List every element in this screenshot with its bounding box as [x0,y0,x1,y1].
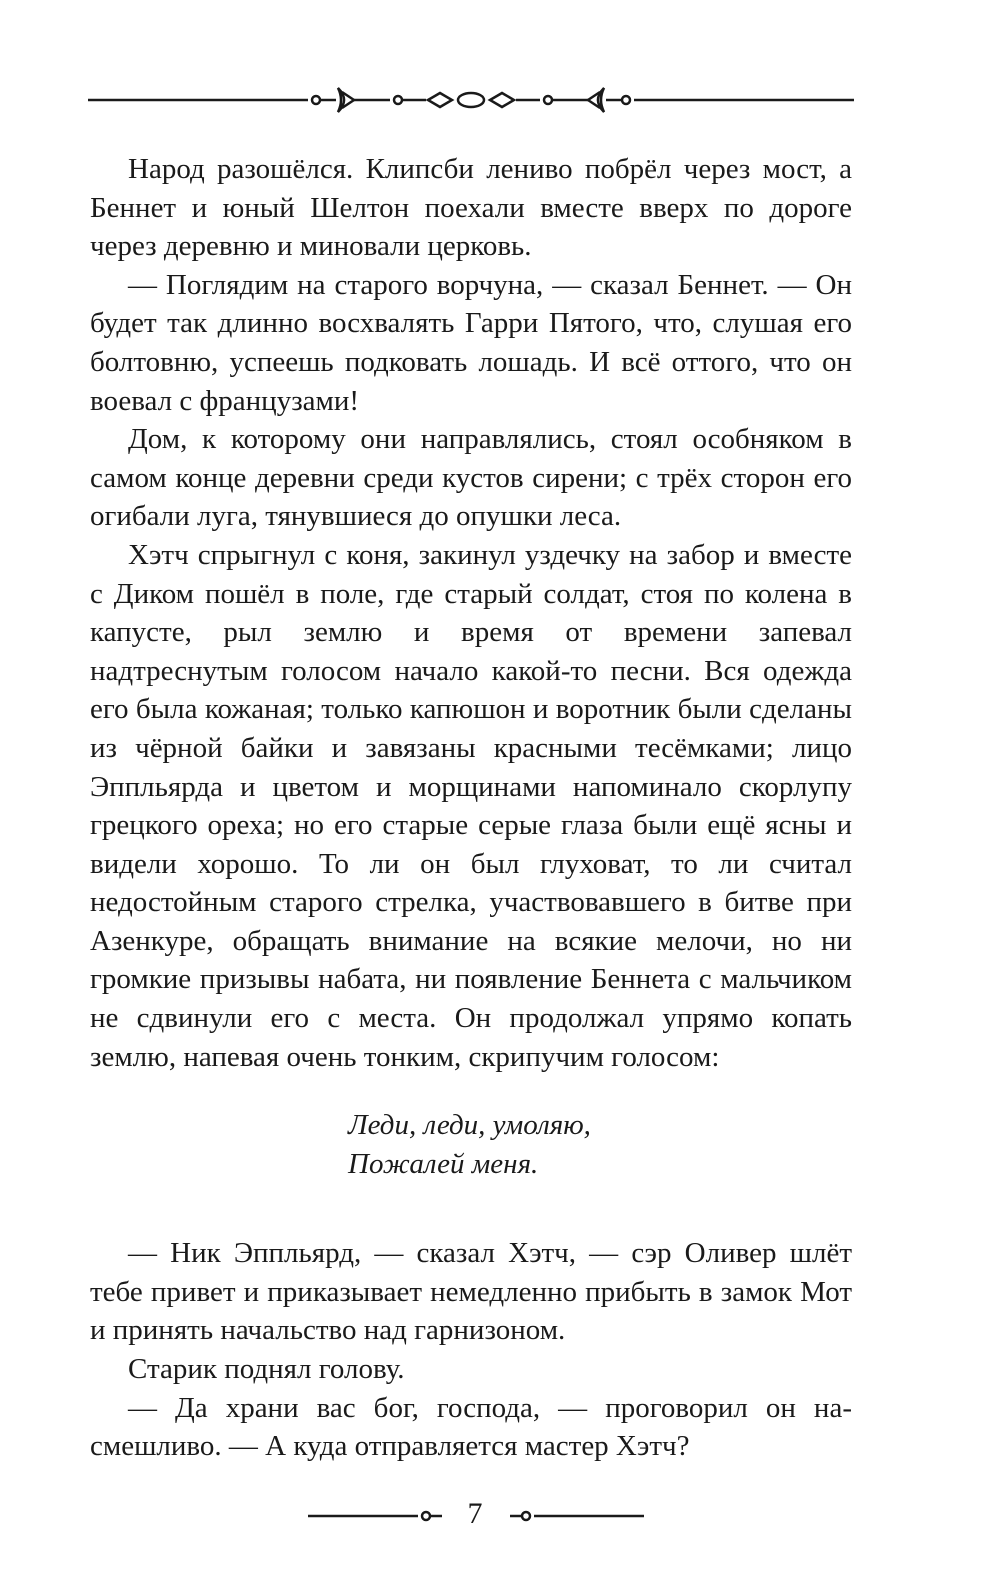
verse-quote [90,1106,852,1184]
top-ornament-divider [88,80,854,120]
page-number: 7 [467,1497,483,1530]
paragraph: Народ разошёлся. Клипсби лениво побрёл через мост, а Беннет и юный Шелтон поехали вместе вверх по дороге через деревню и миновали церковь. [90,153,852,263]
main-text [90,150,852,1466]
paragraph: — Ник Эппльярд, — сказал Хэтч, — сэр Оливер шлёт тебе привет и приказывает немедленно прибыть в замок Мот и принять начальство над гарнизоном. [90,1237,852,1347]
paragraph: Хэтч спрыгнул с коня, закинул уздечку на забор и вместе с Диком пошёл в поле, где старый солдат, стоя по колена в капусте, рыл землю и время от времени запевал надтреснутым голосом начало какой-то песни. Вся одежда его была кожаная; только капюшон и воротник были сделаны из чёрной байки и завязаны красными тесёмками; лицо Эппльярда и цветом и морщинами напоминало скорлупу грецкого ореха; но его старые серые глаза были ещё ясны и видели хорошо. То ли он был глуховат, то ли считал недостойным старого стрелка, участвовавшего в битве при Азенкуре, обращать внимание на всякие мелочи, но ни громкие призывы набата, ни появление Беннета с мальчиком не сдвинули его с места. Он продолжал упрямо копать землю, напевая очень тонким, скрипучим голосом: [90,538,852,1073]
paragraph: Старик поднял голову. [128,1353,405,1386]
verse-line: Пожалей меня. [348,1148,539,1181]
verse-line: Леди, леди, умоляю, [348,1109,591,1142]
paragraph: — Да храни вас бог, господа, — проговорил он насмешливо. — А куда отправляется мастер Хэтч? [90,1391,852,1463]
paragraph: Дом, к которому они направлялись, стоял особняком в самом конце деревни среди кустов сирени; с трёх сторон его огибали луга, тянувшиеся до опушки леса. [90,423,852,533]
paragraph: — Поглядим на старого ворчуна, — сказал Беннет. — Он будет так длинно восхвалять Гарри Пятого, что, слушая его болтовню, успеешь подковать лошадь. И всё оттого, что он воевал с французами! [90,268,852,417]
